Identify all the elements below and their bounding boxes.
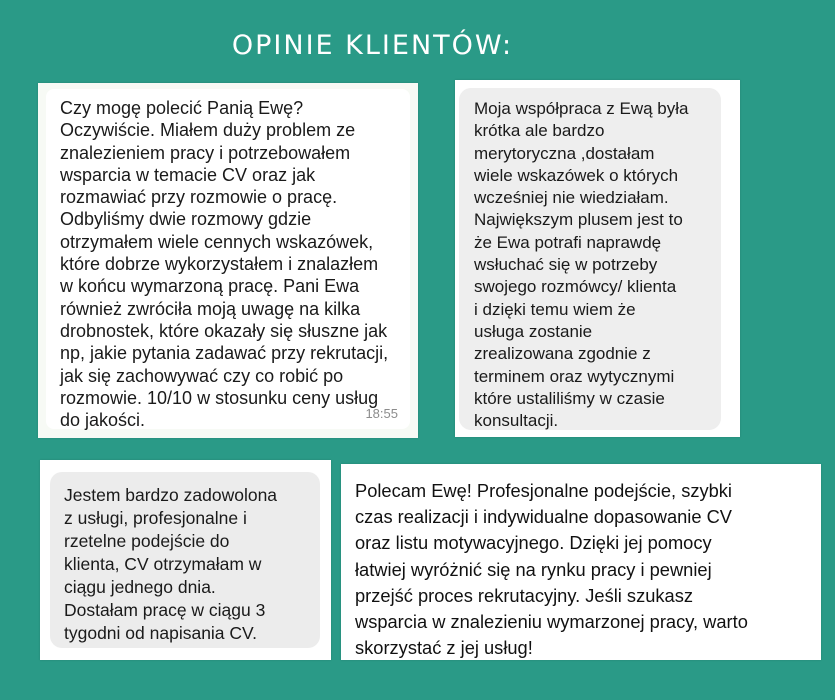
chat-bubble [459,88,721,430]
chat-bubble [46,89,410,429]
review-text: Polecam Ewę! Profesjonalne podejście, szybki czas realizacji i indywidualne dopasowanie CV oraz listu motywacyjnego. Dzięki jej pomocy łatwiej wyróżnić się na rynku pracy i pewniej przejść proces rekrutacyjny. Jeśli szukasz wsparcia w znalezieniu wymarzonej pracy, warto skorzystać z jej usług! [355,480,748,659]
review-card-2 [455,80,740,437]
review-text: Jestem bardzo zadowolona z usługi, profesjonalne i rzetelne podejście do klienta, CV otrzymałam w ciągu jednego dnia. Dostałam pracę w ciągu 3 tygodni od napisania CV. [64,485,278,643]
message-timestamp: 18:55 [365,406,398,421]
review-text: Moja współpraca z Ewą była krótka ale bardzo merytoryczna ,dostałam wiele wskazówek o których wcześniej nie wiedziałam. Największym plusem jest to że Ewa potrafi naprawdę wsłuchać się w potrzeby swojego rozmówcy/ klienta i dzięki temu wiem że usługa zostanie zrealizowana zgodnie z terminem oraz wytycznymi które ustaliliśmy w czasie konsultacji. [474,99,689,431]
review-card-4 [341,464,821,660]
review-card-1 [38,83,418,438]
chat-bubble [50,472,320,648]
review-card-3 [40,460,331,660]
page-title: OPINIE KLIENTÓW: [231,30,514,61]
review-text: Czy mogę polecić Panią Ewę? Oczywiście. Miałem duży problem ze znalezieniem pracy i potrzebowałem wsparcia w temacie CV oraz jak rozmawiać przy rozmowie o pracę. Odbyliśmy dwie rozmowy gdzie otrzymałem wiele cennych wskazówek, które dobrze wykorzystałem i znalazłem w końcu wymarzoną pracę. Pani Ewa również zwróciła moją uwagę na kilka drobnostek, które okazały się słuszne jak np, jakie pytania zadawać przy rekrutacji, jak się zachowywać czy co robić po rozmowie. 10/10 w stosunku ceny usług do jakości. [60,98,389,431]
